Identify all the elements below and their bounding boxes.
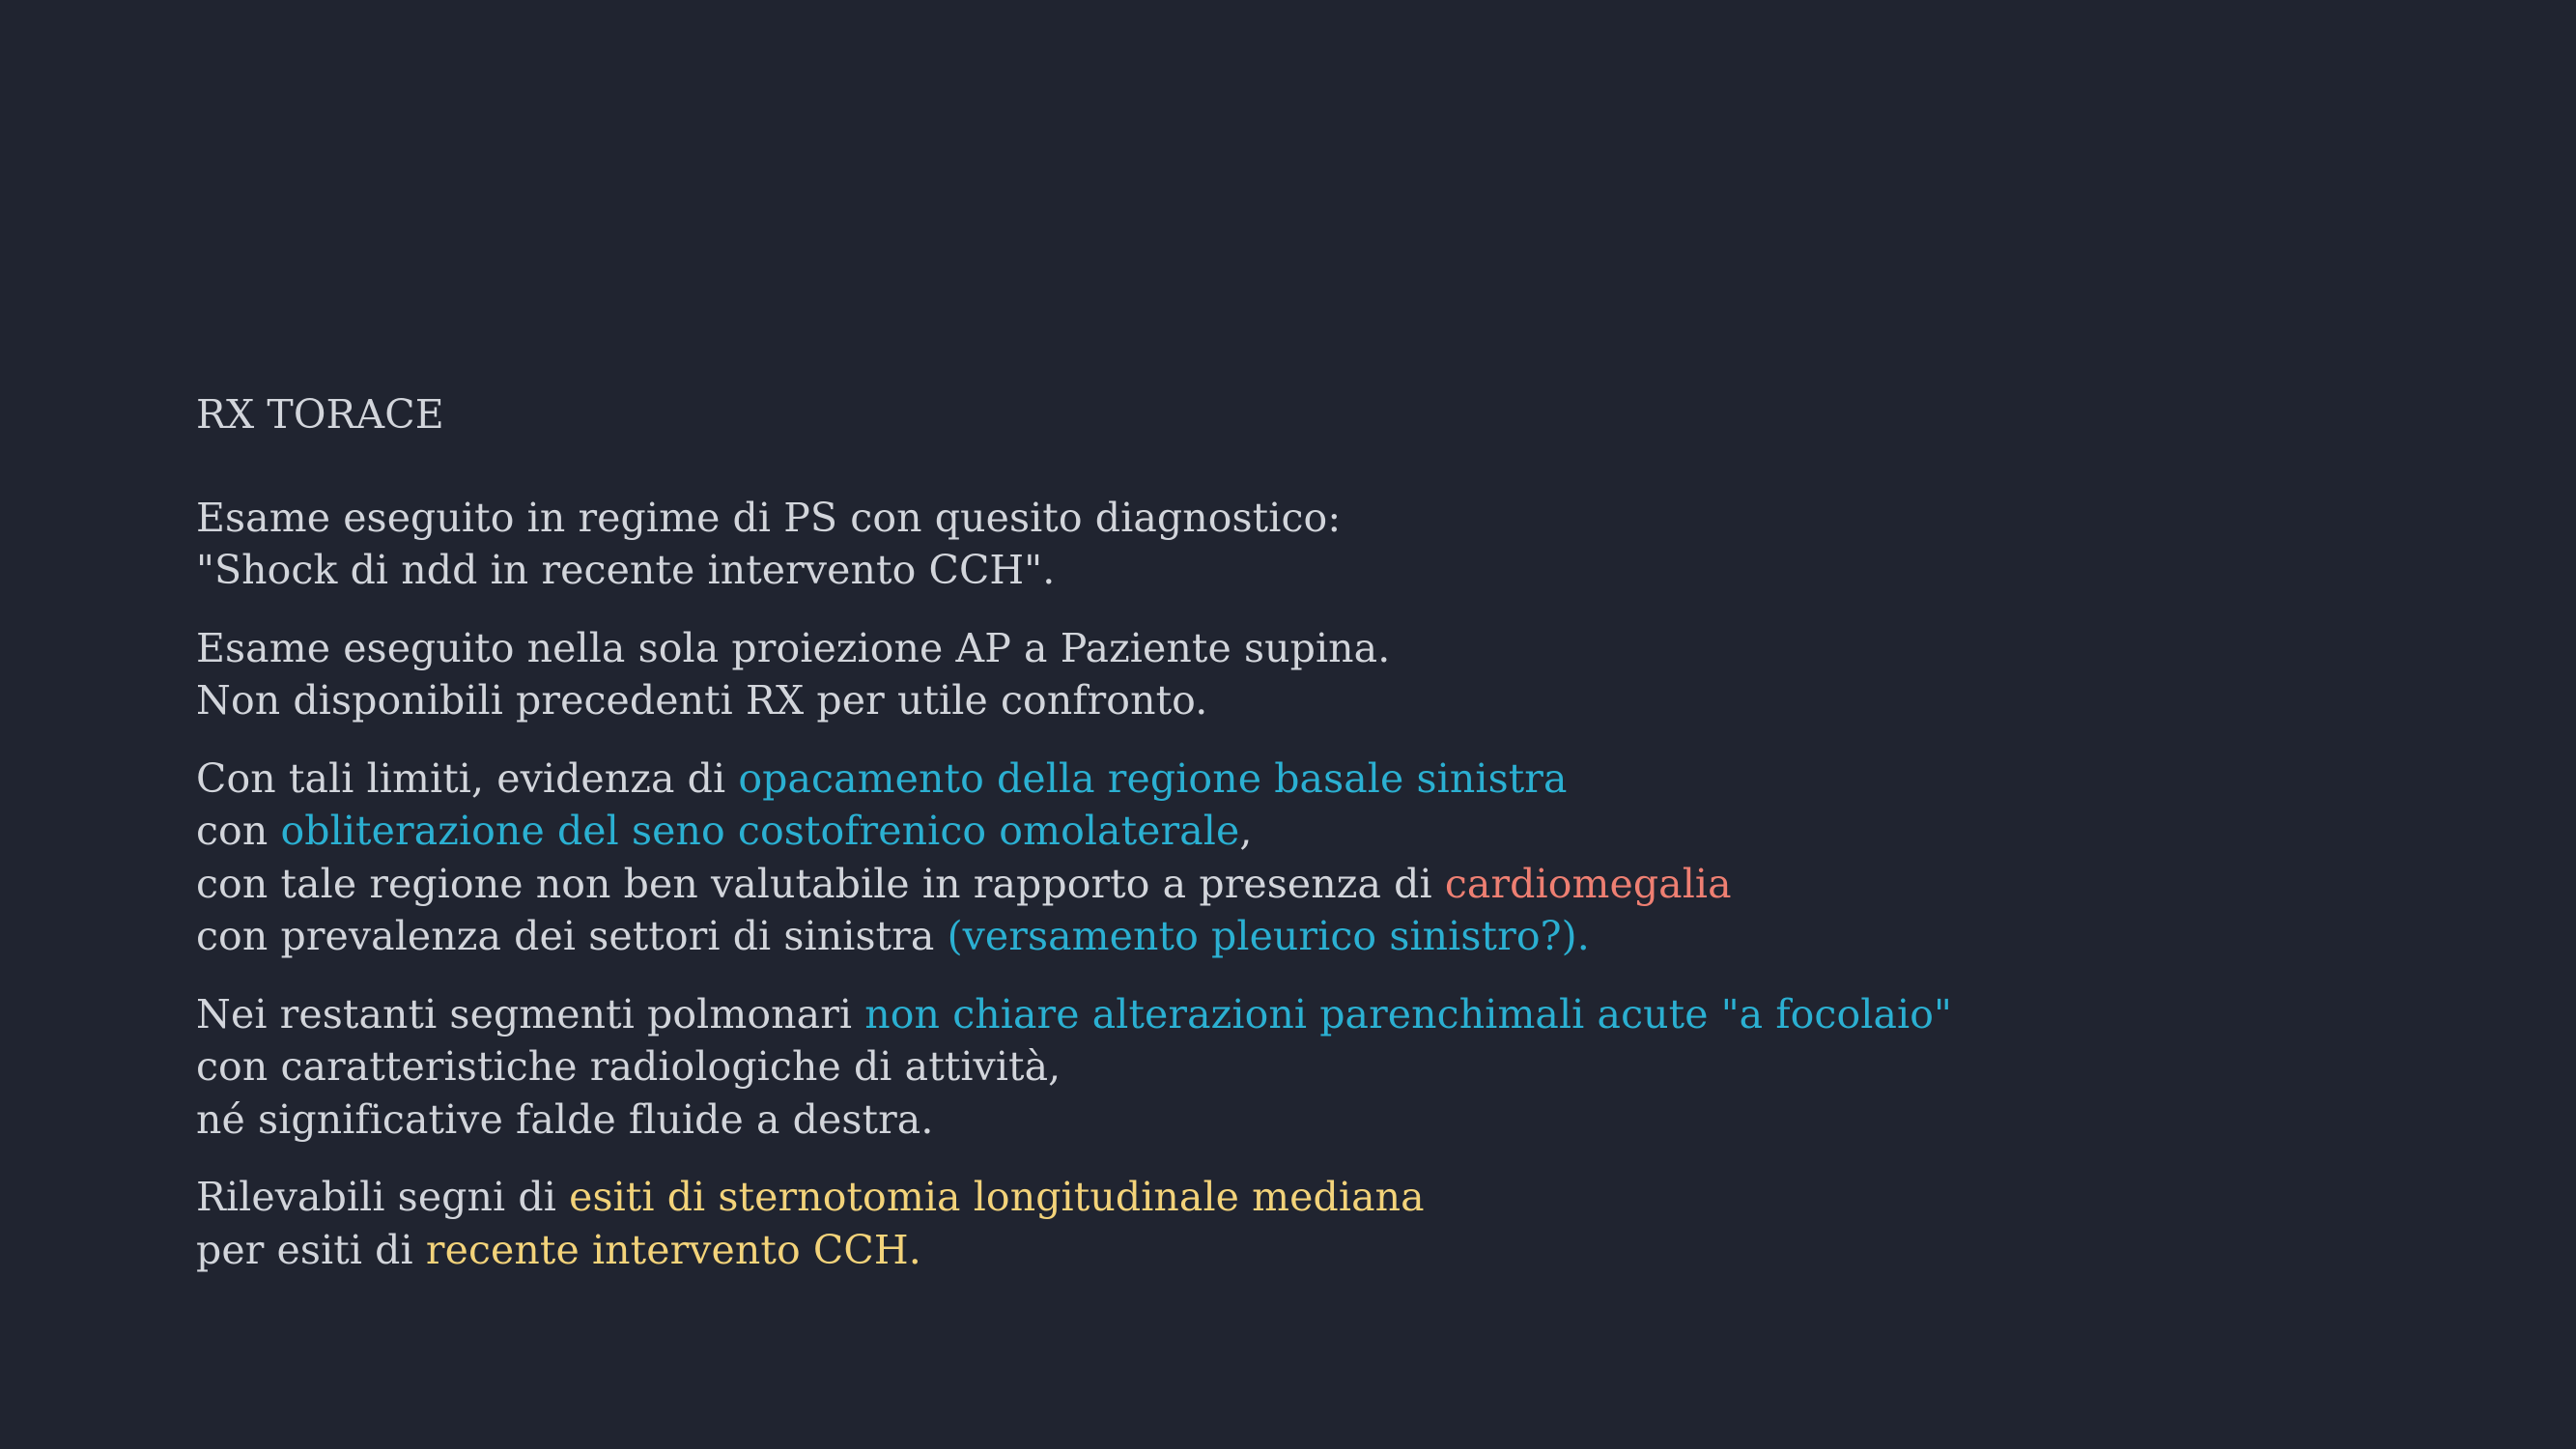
lungs-line-1 — [196, 988, 2418, 1041]
radiology-report — [196, 388, 2418, 1301]
sternotomy-line-2-text: per esiti di — [196, 1226, 426, 1273]
highlight-intervento: recente intervento CCH. — [425, 1226, 921, 1273]
report-title: RX TORACE — [196, 391, 444, 438]
paragraph-technique — [196, 622, 2418, 727]
findings-line-1-text: Con tali limiti, evidenza di — [196, 754, 739, 802]
sternotomy-line-1 — [196, 1171, 2418, 1224]
findings-line-2 — [196, 805, 2418, 858]
technique-line-1: Esame eseguito nella sola proiezione AP a Paziente supina. — [196, 624, 1391, 671]
findings-line-2-text: con — [196, 808, 281, 854]
findings-line-3 — [196, 858, 2418, 911]
findings-line-4 — [196, 910, 2418, 963]
paragraph-sternotomy — [196, 1171, 2418, 1276]
indication-line-2: "Shock di ndd in recente intervento CCH". — [196, 547, 1056, 593]
highlight-alterazioni: non chiare alterazioni parenchimali acute "a focolaio" — [864, 990, 1952, 1037]
highlight-cardiomegalia: cardiomegalia — [1444, 860, 1732, 907]
sternotomy-line-1-text: Rilevabili segni di — [196, 1174, 570, 1220]
highlight-versamento: (versamento pleurico sinistro?). — [947, 913, 1590, 959]
sternotomy-line-2 — [196, 1224, 2418, 1277]
lungs-line-3: né significative falde fluide a destra. — [196, 1095, 934, 1143]
findings-line-2-comma: , — [1239, 808, 1253, 854]
technique-line-2: Non disponibili precedenti RX per utile confronto. — [196, 677, 1208, 724]
highlight-obliterazione: obliterazione del seno costofrenico omolaterale — [280, 808, 1240, 854]
paragraph-findings-left — [196, 753, 2418, 963]
highlight-opacamento: opacamento della regione basale sinistra — [738, 754, 1568, 802]
paragraph-lungs — [196, 988, 2418, 1147]
findings-line-3-text: con tale regione non ben valutabile in rapporto a presenza di — [196, 860, 1445, 907]
lungs-line-2: con caratteristiche radiologiche di attività, — [196, 1043, 1062, 1090]
findings-line-4-text: con prevalenza dei settori di sinistra — [196, 913, 948, 959]
highlight-sternotomia: esiti di sternotomia longitudinale mediana — [569, 1174, 1425, 1220]
paragraph-indication — [196, 492, 2418, 597]
indication-line-1: Esame eseguito in regime di PS con quesito diagnostico: — [196, 494, 1342, 541]
findings-line-1 — [196, 753, 2418, 806]
lungs-line-1-text: Nei restanti segmenti polmonari — [196, 990, 865, 1037]
